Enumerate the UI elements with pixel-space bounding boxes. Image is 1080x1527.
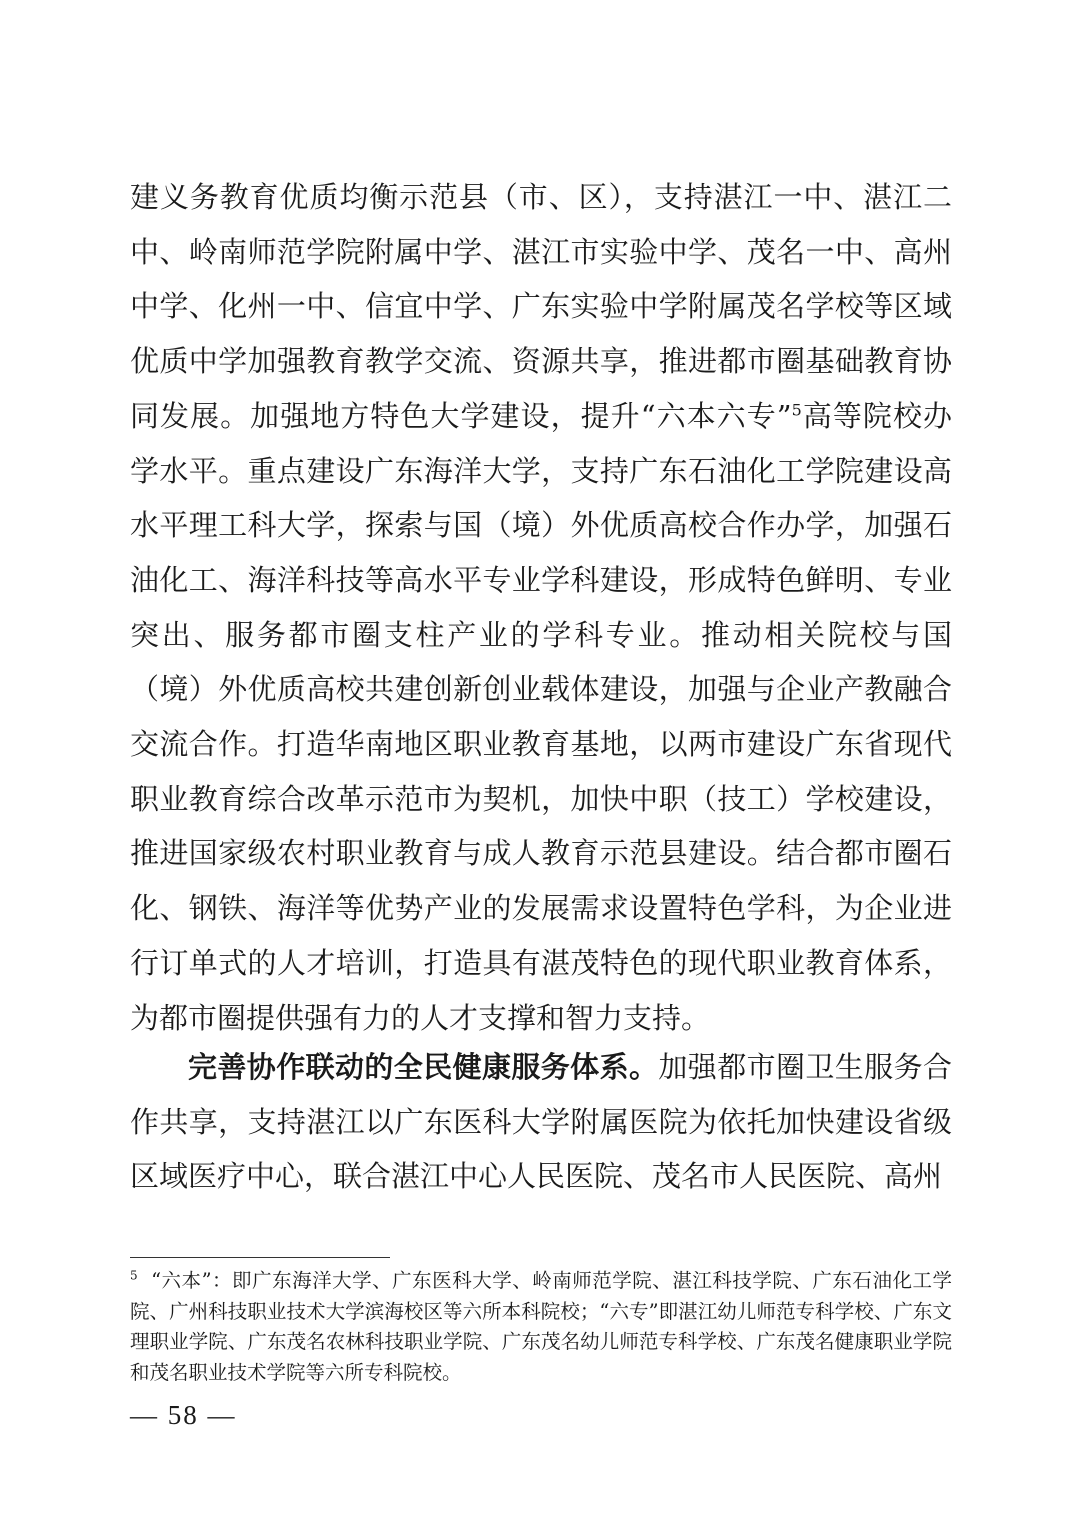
paragraph-text: 加强都市圈卫生服务合作共享，支持湛江以广东医科大学附属医院为依托加快建设省级区域医疗中心，联合湛江中心人民医院、茂名市人民医院、高州 [130, 1050, 952, 1194]
footnote-reference-5[interactable]: 5 [791, 400, 802, 420]
footnote-text: “六本”：即广东海洋大学、广东医科大学、岭南师范学院、湛江科技学院、广东石油化工学院、广州科技职业技术大学滨海校区等六所本科院校；“六专”即湛江幼儿师范专科学校、广东文理职业学院、广东茂名农林科技职业学院、广东茂名幼儿师范专科学校、广东茂名健康职业学院和茂名职业技术学院等六所专科院校。 [130, 1269, 952, 1384]
body-paragraph-health [130, 1040, 952, 1204]
footnote-separator [130, 1257, 390, 1258]
section-lead-heading: 完善协作联动的全民健康服务体系。 [188, 1050, 659, 1084]
page-number: — 58 — [130, 1400, 237, 1430]
paragraph-text-part1: 建义务教育优质均衡示范县（市、区），支持湛江一中、湛江二中、岭南师范学院附属中学、湛江市实验中学、茂名一中、高州中学、化州一中、信宜中学、广东实验中学附属茂名学校等区域优质中学加强教育教学交流、资源共享，推进都市圈基础教育协同发展。加强地方特色大学建设，提升“六本六专” [130, 180, 952, 433]
footnote-mark: 5 [130, 1268, 138, 1283]
paragraph-text-part2: 高等院校办学水平。重点建设广东海洋大学，支持广东石油化工学院建设高水平理工科大学，探索与国（境）外优质高校合作办学，加强石油化工、海洋科技等高水平专业学科建设，形成特色鲜明、专业突出、服务都市圈支柱产业的学科专业。推动相关院校与国（境）外优质高校共建创新创业载体建设，加强与企业产教融合交流合作。打造华南地区职业教育基地，以两市建设广东省现代职业教育综合改革示范市为契机，加快中职（技工）学校建设，推进国家级农村职业教育与成人教育示范县建设。结合都市圈石化、钢铁、海洋等优势产业的发展需求设置特色学科，为企业进行订单式的人才培训，打造具有湛茂特色的现代职业教育体系，为都市圈提供强有力的人才支撑和智力支持。 [130, 398, 952, 1035]
footnote-5 [130, 1266, 952, 1388]
body-paragraph-education [130, 170, 952, 1045]
